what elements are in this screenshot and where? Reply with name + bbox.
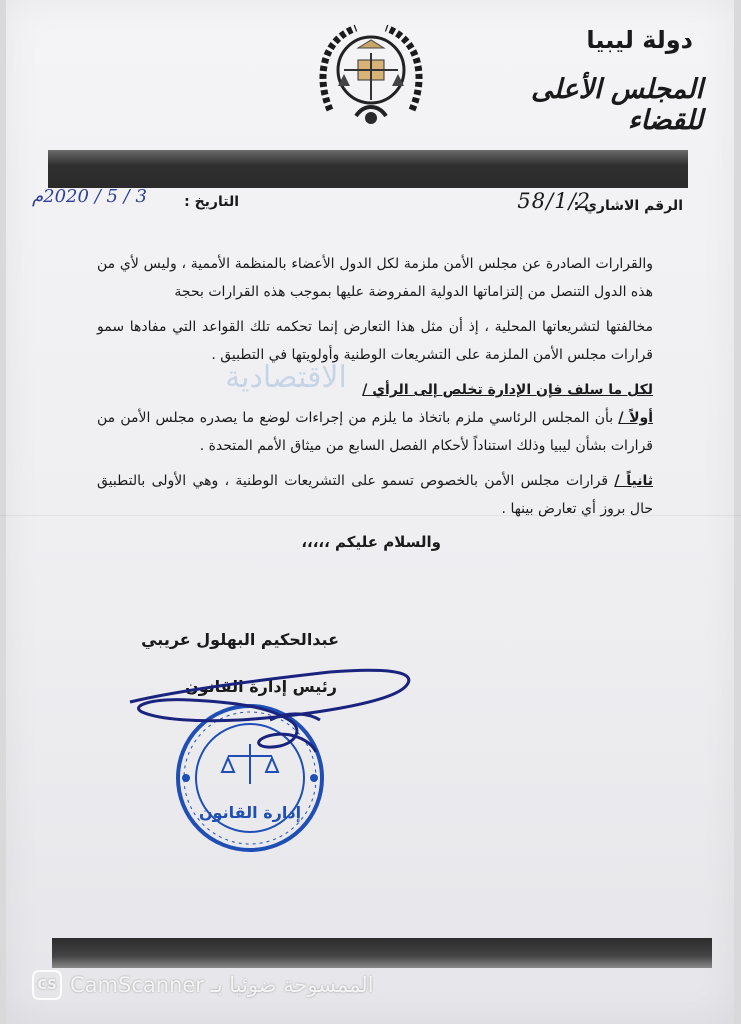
conclusion-heading: لكل ما سلف فإن الإدارة تخلص إلى الرأي / [362,382,653,398]
header-band [48,150,688,188]
paragraph-first [97,404,653,460]
second-lead: ثانياً / [614,473,653,489]
first-text: بأن المجلس الرئاسي ملزم باتخاذ ما يلزم من إجراءات لوضع ما يصدره مجلس الأمن من قرارات بشأن ليبيا وذلك استناداً لأحكام الفصل السابع من ميثاق الأمم المتحدة . [97,410,653,454]
signer-name: عبدالحكيم البهلول عريبي [141,630,339,649]
paragraph-second [97,467,653,523]
date-label: التاريخ : [184,194,239,210]
watermark: الاقتصادية [225,360,347,395]
date-value: 3 / 5 / 2020م [32,186,147,207]
stamp-text: إدارة القانون [198,803,302,822]
handwritten-signature-icon [120,650,420,760]
reference-value: 58/1/2 [517,189,591,213]
paragraph-1: والقرارات الصادرة عن مجلس الأمن ملزمة لكل الدول الأعضاء بالمنظمة الأممية ، وليس لأي من هذه الدول التنصل من إلتزاماتها الدولية المفروضة عليها بموجب هذه القرارات بحجة [97,256,653,300]
council-name: المجلس الأعلى للقضاء [531,74,703,136]
closing-greeting: والسلام عليكم ،،،،، [301,533,441,551]
scanner-credit: الممسوحة ضوئيا بـ CamScanner [70,973,374,997]
state-name: دولة ليبيا [586,26,693,54]
scales-of-justice-emblem-icon [316,18,426,136]
scanner-footer [32,970,374,1000]
reference-label: الرقم الاشاري : [573,198,683,214]
signer-title: رئيس إدارة القانون [184,677,337,696]
second-text: قرارات مجلس الأمن بالخصوص تسمو على التشريعات الوطنية ، وهي الأولى بالتطبيق حال بروز أي تعارض بينها . [97,473,653,517]
camscanner-logo-icon: CS [32,970,62,1000]
paragraph-2: مخالفتها لتشريعاتها المحلية ، إذ أن مثل هذا التعارض إنما تحكمه تلك القواعد التي مفادها سمو قرارات مجلس الأمن الملزمة على التشريعات الوطنية وأولويتها في التطبيق . [97,319,653,363]
first-lead: أولاً / [618,410,653,426]
footer-band [52,938,712,968]
